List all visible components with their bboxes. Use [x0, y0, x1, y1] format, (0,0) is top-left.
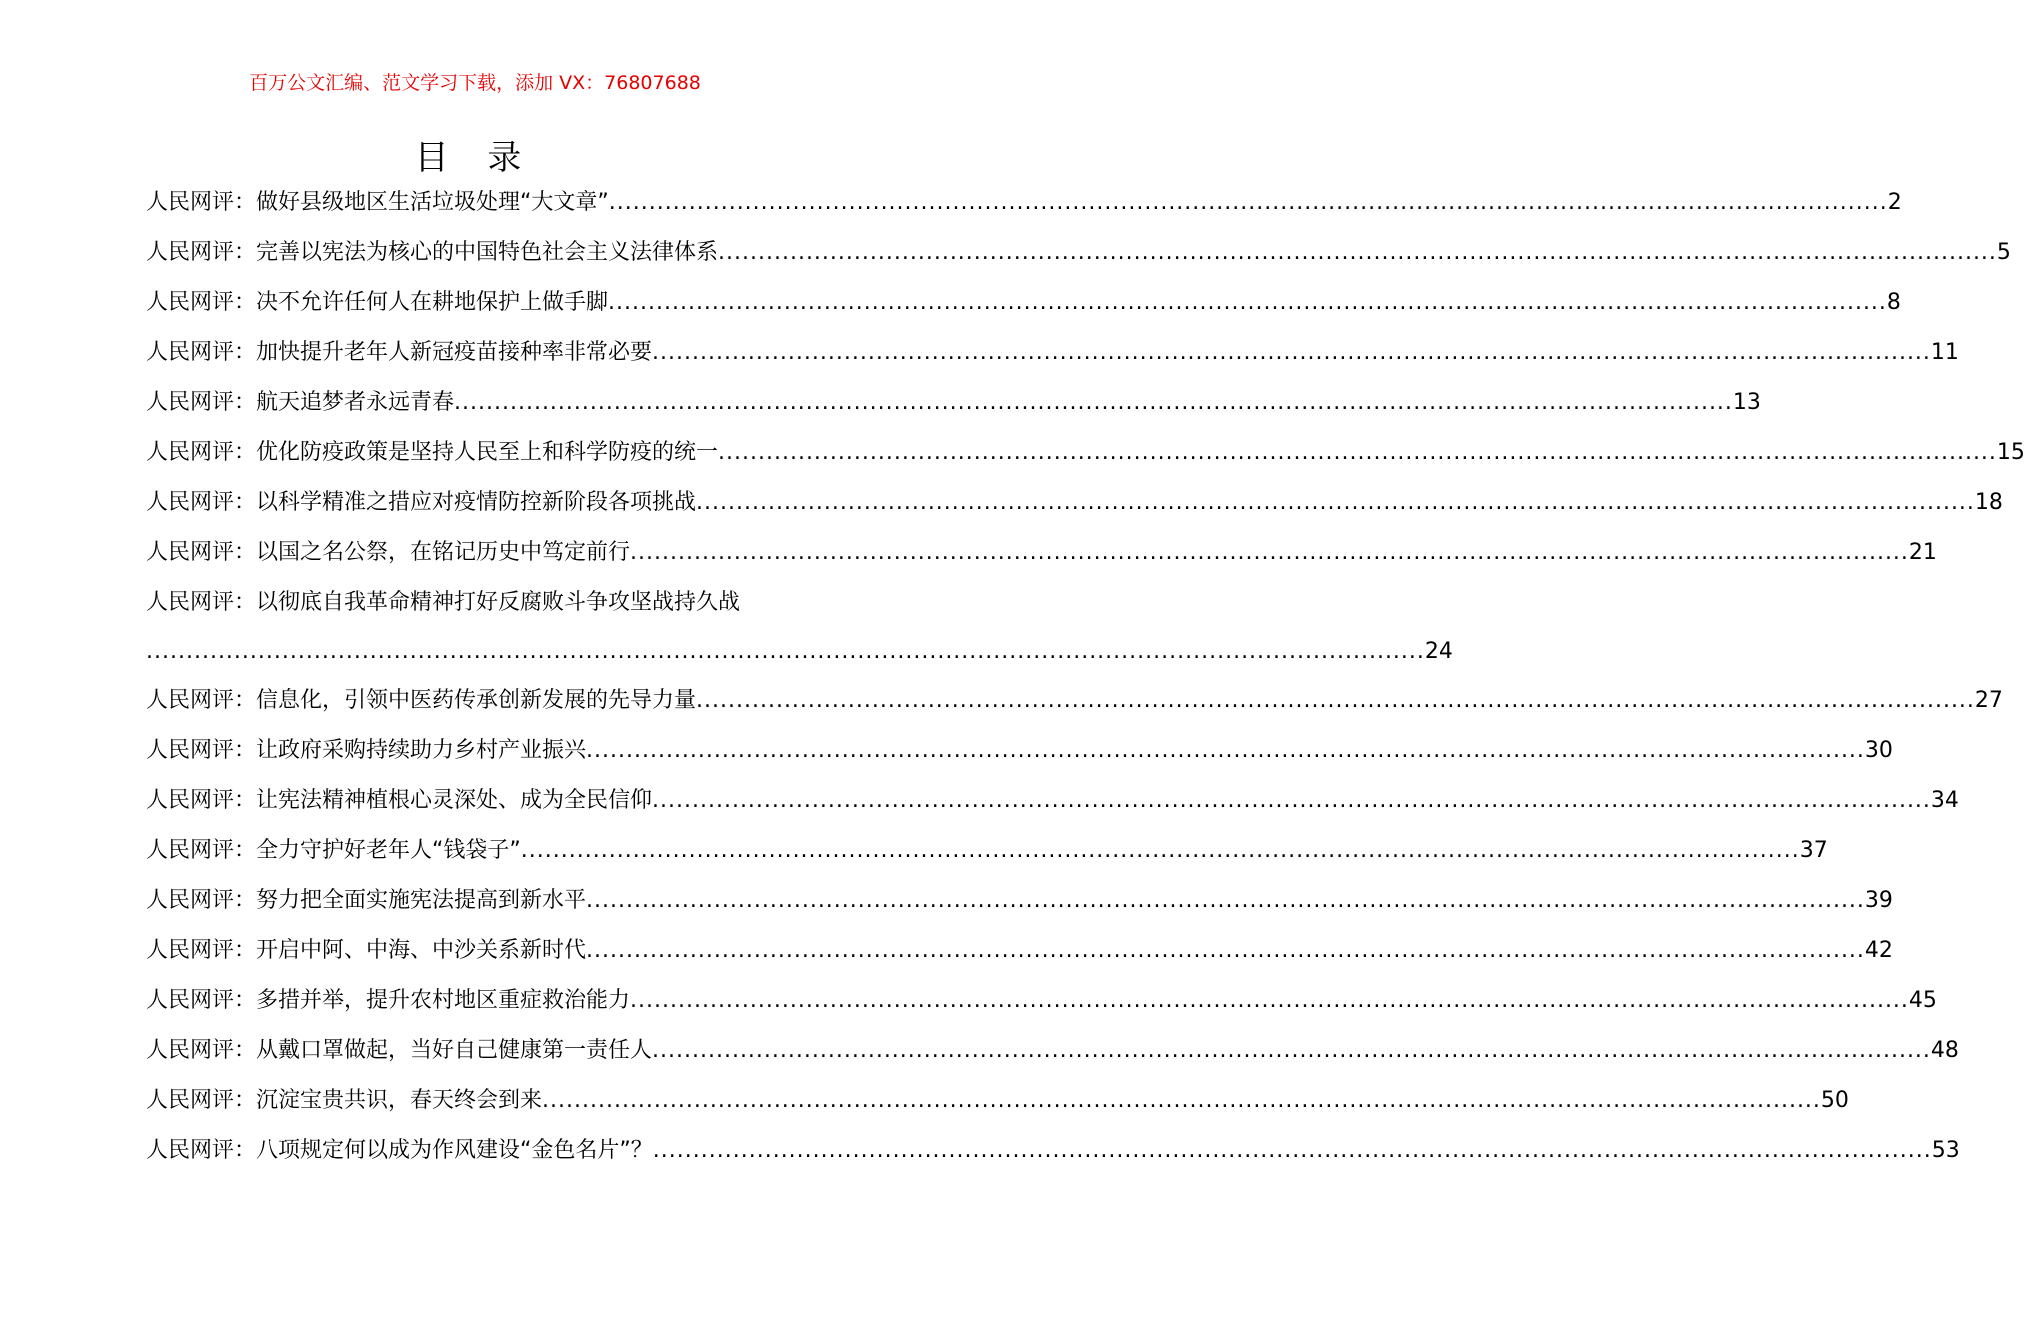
toc-entry[interactable] — [146, 278, 1901, 328]
toc-entry-title: 人民网评：完善以宪法为核心的中国特色社会主义法律体系 — [146, 240, 719, 265]
toc-entry-page: 37 — [1799, 838, 1828, 863]
toc-entry[interactable] — [146, 776, 1959, 826]
toc-entry-page: 39 — [1864, 888, 1893, 913]
toc-entry-page: 24 — [1424, 639, 1453, 664]
toc-entry[interactable] — [146, 676, 2003, 726]
toc-entry-title: 人民网评：八项规定何以成为作风建设“金色名片”？ — [146, 1138, 653, 1163]
toc-title: 目 录 — [414, 138, 536, 178]
toc-entry[interactable] — [146, 876, 1893, 926]
dot-leader — [146, 628, 1425, 676]
toc-entry-page: 27 — [1974, 688, 2003, 713]
toc-entry[interactable] — [146, 1076, 1849, 1126]
dot-leader — [718, 428, 1997, 478]
table-of-contents — [146, 178, 2025, 1176]
dot-leader — [609, 178, 1888, 228]
toc-entry-title: 人民网评：以国之名公祭，在铭记历史中笃定前行 — [146, 540, 631, 565]
toc-entry-title: 人民网评：做好县级地区生活垃圾处理“大文章” — [146, 190, 609, 215]
dot-leader — [630, 976, 1909, 1026]
toc-entry[interactable] — [146, 428, 2025, 478]
toc-entry[interactable] — [146, 726, 1893, 776]
toc-entry-page: 13 — [1732, 390, 1761, 415]
toc-entry-page: 45 — [1908, 988, 1937, 1013]
toc-entry-title: 人民网评：努力把全面实施宪法提高到新水平 — [146, 888, 587, 913]
dot-leader — [608, 278, 1887, 328]
toc-entry-title: 人民网评：沉淀宝贵共识，春天终会到来 — [146, 1088, 543, 1113]
toc-entry-page: 11 — [1930, 340, 1959, 365]
toc-entry-title: 人民网评：开启中阿、中海、中沙关系新时代 — [146, 938, 587, 963]
dot-leader — [521, 826, 1800, 876]
toc-entry-page: 21 — [1908, 540, 1937, 565]
toc-entry-title: 人民网评：优化防疫政策是坚持人民至上和科学防疫的统一 — [146, 440, 719, 465]
toc-entry[interactable] — [146, 926, 1893, 976]
toc-entry-title: 人民网评：信息化，引领中医药传承创新发展的先导力量 — [146, 688, 697, 713]
toc-entry[interactable] — [146, 826, 1828, 876]
dot-leader — [652, 776, 1931, 826]
toc-entry-title: 人民网评：让宪法精神植根心灵深处、成为全民信仰 — [146, 788, 653, 813]
toc-entry-title: 人民网评：全力守护好老年人“钱袋子” — [146, 838, 521, 863]
dot-leader — [652, 328, 1931, 378]
toc-entry-page: 42 — [1864, 938, 1893, 963]
toc-entry-title: 人民网评：从戴口罩做起，当好自己健康第一责任人 — [146, 1038, 653, 1063]
dot-leader — [652, 1026, 1931, 1076]
toc-entry-title: 人民网评：以科学精准之措应对疫情防控新阶段各项挑战 — [146, 490, 697, 515]
dot-leader — [630, 528, 1909, 578]
dot-leader — [696, 478, 1975, 528]
dot-leader — [653, 1126, 1932, 1176]
toc-entry[interactable] — [146, 378, 1761, 428]
toc-entry-page: 15 — [1996, 440, 2025, 465]
toc-entry[interactable] — [146, 528, 1937, 578]
dot-leader — [542, 1076, 1821, 1126]
toc-entry-page: 30 — [1864, 738, 1893, 763]
toc-entry-page: 18 — [1974, 490, 2003, 515]
toc-entry-page: 2 — [1887, 190, 1902, 215]
toc-entry[interactable] — [146, 328, 1959, 378]
dot-leader — [586, 926, 1865, 976]
toc-entry-page: 48 — [1930, 1038, 1959, 1063]
dot-leader — [718, 228, 1997, 278]
toc-entry-page: 34 — [1930, 788, 1959, 813]
toc-entry-title: 人民网评：加快提升老年人新冠疫苗接种率非常必要 — [146, 340, 653, 365]
toc-entry-title: 人民网评：多措并举，提升农村地区重症救治能力 — [146, 988, 631, 1013]
toc-entry[interactable] — [146, 578, 1453, 676]
toc-entry-page: 5 — [1996, 240, 2011, 265]
toc-entry[interactable] — [146, 1026, 1959, 1076]
dot-leader — [586, 726, 1865, 776]
toc-entry-title: 人民网评：让政府采购持续助力乡村产业振兴 — [146, 738, 587, 763]
toc-entry-page: 8 — [1886, 290, 1901, 315]
toc-entry-title: 人民网评：航天追梦者永远青春 — [146, 390, 455, 415]
toc-entry[interactable] — [146, 1126, 1960, 1176]
toc-entry-page: 50 — [1820, 1088, 1849, 1113]
dot-leader — [586, 876, 1865, 926]
toc-entry[interactable] — [146, 228, 2011, 278]
dot-leader — [454, 378, 1733, 428]
header-note: 百万公文汇编、范文学习下载，添加 VX：76807688 — [249, 72, 701, 94]
toc-entry-title: 人民网评：决不允许任何人在耕地保护上做手脚 — [146, 290, 609, 315]
toc-entry[interactable] — [146, 478, 2003, 528]
dot-leader — [696, 676, 1975, 726]
toc-entry[interactable] — [146, 976, 1937, 1026]
toc-entry-page: 53 — [1931, 1138, 1960, 1163]
toc-entry-title: 人民网评：以彻底自我革命精神打好反腐败斗争攻坚战持久战 — [146, 590, 741, 615]
toc-entry[interactable] — [146, 178, 1902, 228]
